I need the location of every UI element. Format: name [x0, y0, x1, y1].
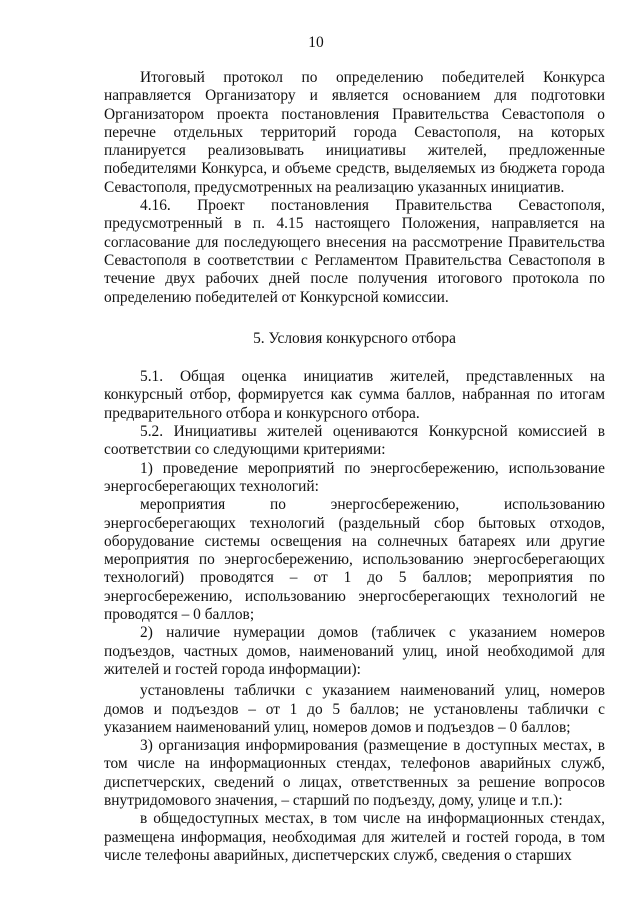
paragraph-5-2: 5.2. Инициативы жителей оцениваются Конкурсной комиссией в соответствии со следующими критериями: — [104, 423, 605, 459]
page-number: 10 — [308, 34, 324, 51]
criterion-3-scoring: в общедоступных местах, в том числе на информационных стендах, размещена информация, необходимая для жителей и гостей города, в том числе телефоны аварийных, диспетчерских служб, сведения о старших — [104, 810, 605, 864]
criterion-1: 1) проведение мероприятий по энергосбережению, использование энергосберегающих технологий: — [104, 459, 605, 495]
paragraph-4-16: 4.16. Проект постановления Правительства Севастополя, предусмотренный в п. 4.15 настоящего Положения, направляется на согласование для последующего внесения на рассмотрение Правительства Севастополя в соответствии с Регламентом Правительства Севастополя в течение двух рабочих дней после получения итогового протокола по определению победителей от Конкурсной комиссии. — [104, 197, 605, 306]
document-body — [104, 69, 605, 865]
section-heading: 5. Условия конкурсного отбора — [253, 329, 456, 347]
criterion-1-scoring: мероприятия по энергосбережению, использованию энергосберегающих технологий (раздельный сбор бытовых отходов, оборудование системы освещения на солнечных батареях или другие мероприятия по энергосбережению, использованию энергосберегающих технологий) проводятся – от 1 до 5 баллов; мероприятия по энергосбережению, использованию энергосберегающих технологий не проводятся – 0 баллов; — [104, 496, 605, 624]
criterion-3: 3) организация информирования (размещение в доступных местах, в том числе на информационных стендах, телефонов аварийных служб, диспетчерских, сведений о лицах, ответственных за решение вопросов внутридомового значения, – старший по подъезду, дому, улице и т.п.): — [104, 737, 605, 809]
criterion-2: 2) наличие нумерации домов (табличек с указанием номеров подъездов, частных домов, наименований улиц, иной необходимой для жителей и гостей города информации): — [104, 624, 605, 678]
paragraph-final-protocol: Итоговый протокол по определению победителей Конкурса направляется Организатору и является основанием для подготовки Организатором проекта постановления Правительства Севастополя о перечне отдельных территорий города Севастополя, на которых планируется реализовывать инициативы жителей, предложенные победителями Конкурса, и объеме средств, выделяемых из бюджета города Севастополя, предусмотренных на реализацию указанных инициатив. — [104, 69, 605, 196]
criterion-2-scoring: установлены таблички с указанием наименований улиц, номеров домов и подъездов – от 1 до 5 баллов; не установлены таблички с указанием наименований улиц, номеров домов и подъездов – 0 баллов; — [104, 682, 605, 736]
paragraph-5-1: 5.1. Общая оценка инициатив жителей, представленных на конкурсный отбор, формируется как сумма баллов, набранная по итогам предварительного отбора и конкурсного отбора. — [104, 368, 605, 422]
